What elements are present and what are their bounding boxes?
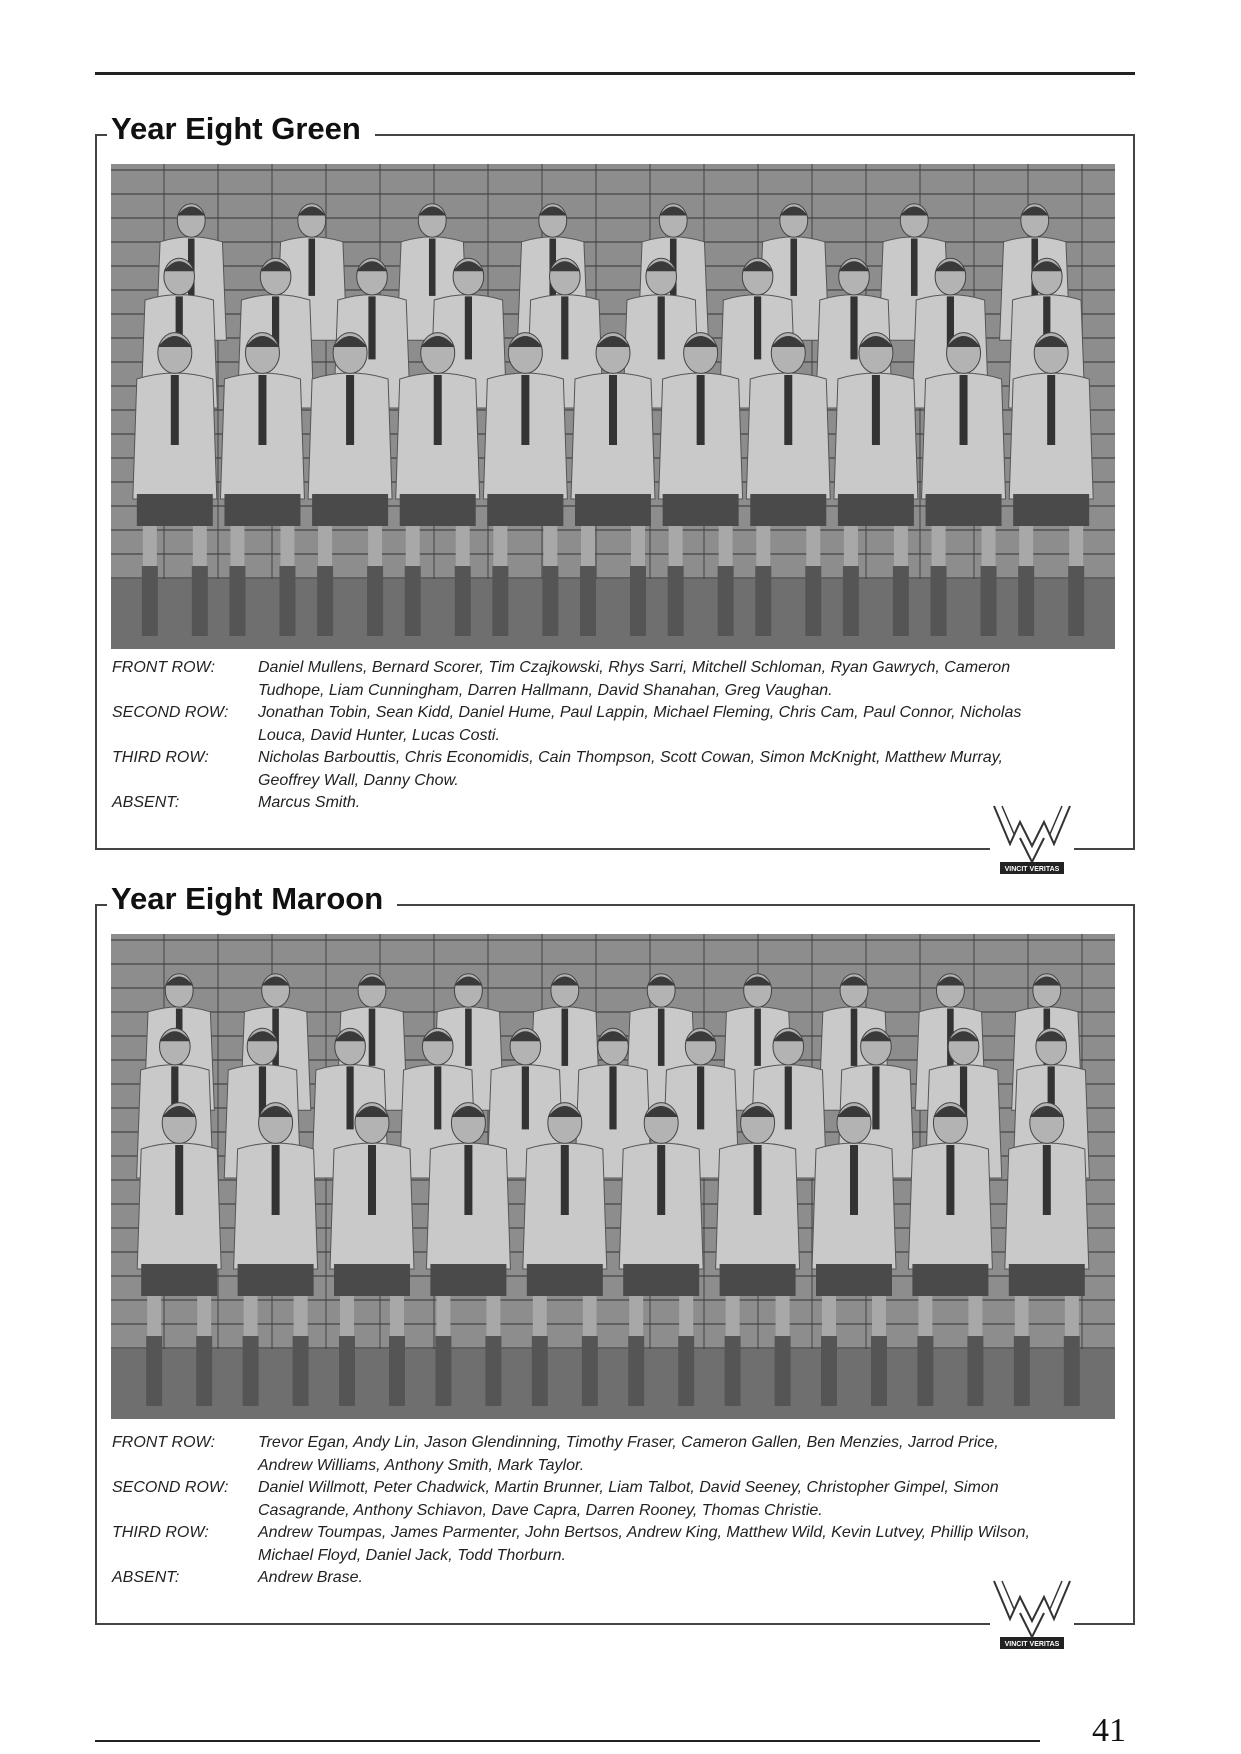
crest-motto: VINCIT VERITAS xyxy=(1004,1641,1060,1648)
caption-label: ABSENT: xyxy=(112,794,180,811)
shorts xyxy=(1009,1264,1085,1296)
sock xyxy=(931,566,947,636)
leg xyxy=(583,1296,597,1336)
tie xyxy=(872,1066,879,1129)
shorts xyxy=(334,1264,410,1296)
caption-row-third xyxy=(112,1522,1042,1567)
tie xyxy=(465,1009,472,1066)
sock xyxy=(405,566,421,636)
leg xyxy=(543,526,557,566)
students-silhouettes xyxy=(111,934,1115,1419)
shorts xyxy=(926,494,1002,526)
tie xyxy=(609,1066,616,1129)
sock xyxy=(293,1336,309,1406)
caption-label: SECOND ROW: xyxy=(112,1479,229,1496)
tie xyxy=(368,1145,376,1215)
leg xyxy=(631,526,645,566)
sock xyxy=(725,1336,741,1406)
caption-row-second xyxy=(112,702,1042,747)
tie xyxy=(429,239,436,296)
sock xyxy=(628,1336,644,1406)
caption-names: Daniel Willmott, Peter Chadwick, Martin Brunner, Liam Talbot, David Seeney, Christopher Gimpel, Simon Casagrande, Anthony Schiavon, Dave Capra, Darren Rooney, Thomas Christie. xyxy=(258,1479,999,1519)
leg xyxy=(756,526,770,566)
tie xyxy=(850,296,857,359)
leg xyxy=(533,1296,547,1336)
sock xyxy=(843,566,859,636)
leg xyxy=(436,1296,450,1336)
bottom-rule xyxy=(95,1740,1040,1742)
leg xyxy=(968,1296,982,1336)
leg xyxy=(806,526,820,566)
floor xyxy=(111,579,1115,649)
shorts xyxy=(912,1264,988,1296)
school-crest-icon xyxy=(990,1575,1074,1648)
leg xyxy=(1015,1296,1029,1336)
leg xyxy=(244,1296,258,1336)
caption-row-front xyxy=(112,657,1042,702)
leg xyxy=(894,526,908,566)
caption-names: Andrew Toumpas, James Parmenter, John Bertsos, Andrew King, Matthew Wild, Kevin Lutvey, Phillip Wilson, Michael Floyd, Daniel Jack, Todd Thorburn. xyxy=(258,1524,1030,1564)
caption-row-absent xyxy=(112,1567,1042,1590)
caption-row-absent xyxy=(112,792,1042,815)
caption-label: FRONT ROW: xyxy=(112,1434,216,1451)
leg xyxy=(1065,1296,1079,1336)
leg xyxy=(822,1296,836,1336)
section-year-eight-green xyxy=(95,110,1135,873)
tie xyxy=(346,1066,353,1129)
tie xyxy=(911,239,918,296)
caption-label: THIRD ROW: xyxy=(112,749,209,766)
tie xyxy=(785,1066,792,1129)
tie xyxy=(872,375,880,445)
caption-names: Andrew Brase. xyxy=(258,1569,363,1586)
shorts xyxy=(750,494,826,526)
sock xyxy=(367,566,383,636)
tie xyxy=(561,296,568,359)
sock xyxy=(492,566,508,636)
sock xyxy=(630,566,646,636)
sock xyxy=(821,1336,837,1406)
crest-motto: VINCIT VERITAS xyxy=(1004,866,1060,873)
caption-names: Nicholas Barbouttis, Chris Economidis, Cain Thompson, Scott Cowan, Simon McKnight, Matthew Murray, Geoffrey Wall, Danny Chow. xyxy=(258,749,1003,789)
leg xyxy=(719,526,733,566)
sock xyxy=(582,1336,598,1406)
photo-caption xyxy=(112,1432,1042,1590)
tie xyxy=(754,1145,762,1215)
leg xyxy=(147,1296,161,1336)
sock xyxy=(455,566,471,636)
sock xyxy=(1064,1336,1080,1406)
sock xyxy=(279,566,295,636)
section-title: Year Eight Maroon xyxy=(107,880,397,918)
tie xyxy=(258,375,266,445)
sock xyxy=(967,1336,983,1406)
leg xyxy=(390,1296,404,1336)
tie xyxy=(434,1066,441,1129)
caption-label: SECOND ROW: xyxy=(112,704,229,721)
sock xyxy=(775,1336,791,1406)
tie xyxy=(657,1145,665,1215)
leg xyxy=(193,526,207,566)
tie xyxy=(754,1009,761,1066)
tie xyxy=(175,1145,183,1215)
tie xyxy=(1047,375,1055,445)
sock xyxy=(917,1336,933,1406)
sock xyxy=(893,566,909,636)
students-silhouettes xyxy=(111,164,1115,649)
sock xyxy=(871,1336,887,1406)
leg xyxy=(406,526,420,566)
tie xyxy=(346,375,354,445)
tie xyxy=(272,1145,280,1215)
tie xyxy=(561,1145,569,1215)
sock xyxy=(1014,1336,1030,1406)
leg xyxy=(669,526,683,566)
caption-row-second xyxy=(112,1477,1042,1522)
floor xyxy=(111,1349,1115,1419)
sock xyxy=(678,1336,694,1406)
shorts xyxy=(487,494,563,526)
sock xyxy=(755,566,771,636)
sock xyxy=(339,1336,355,1406)
tie xyxy=(562,1009,569,1066)
tie xyxy=(171,375,179,445)
hair xyxy=(596,336,630,347)
shorts xyxy=(816,1264,892,1296)
leg xyxy=(318,526,332,566)
tie xyxy=(522,1066,529,1129)
leg xyxy=(368,526,382,566)
sock xyxy=(192,566,208,636)
sock xyxy=(317,566,333,636)
tie xyxy=(308,239,315,296)
leg xyxy=(456,526,470,566)
tie xyxy=(609,375,617,445)
caption-names: Trevor Egan, Andy Lin, Jason Glendinning, Timothy Fraser, Cameron Gallen, Ben Menzies, Jarrod Price, Andrew Williams, Anthony Smith, Mark Taylor. xyxy=(258,1434,999,1474)
leg xyxy=(872,1296,886,1336)
sock xyxy=(142,566,158,636)
leg xyxy=(581,526,595,566)
leg xyxy=(982,526,996,566)
sock xyxy=(1018,566,1034,636)
shorts xyxy=(238,1264,314,1296)
sock xyxy=(805,566,821,636)
sock xyxy=(243,1336,259,1406)
shorts xyxy=(141,1264,217,1296)
shorts xyxy=(527,1264,603,1296)
section-year-eight-maroon xyxy=(95,880,1135,1648)
caption-names: Jonathan Tobin, Sean Kidd, Daniel Hume, Paul Lappin, Michael Fleming, Chris Cam, Paul Connor, Nicholas Louca, David Hunter, Lucas Costi. xyxy=(258,704,1022,744)
sock xyxy=(435,1336,451,1406)
tie xyxy=(697,375,705,445)
caption-label: FRONT ROW: xyxy=(112,659,216,676)
class-photo xyxy=(111,164,1115,649)
sock xyxy=(580,566,596,636)
caption-names: Daniel Mullens, Bernard Scorer, Tim Czajkowski, Rhys Sarri, Mitchell Schloman, Ryan Gawrych, Cameron Tudhope, Liam Cunningham, Darren Hallmann, David Shanahan, Greg Vaughan. xyxy=(258,659,1011,699)
leg xyxy=(280,526,294,566)
tie xyxy=(464,1145,472,1215)
leg xyxy=(197,1296,211,1336)
tie xyxy=(784,375,792,445)
leg xyxy=(918,1296,932,1336)
leg xyxy=(493,526,507,566)
shorts xyxy=(663,494,739,526)
shorts xyxy=(430,1264,506,1296)
sock xyxy=(981,566,997,636)
leg xyxy=(844,526,858,566)
top-rule xyxy=(95,72,1135,75)
sock xyxy=(146,1336,162,1406)
leg xyxy=(1069,526,1083,566)
tie xyxy=(1043,1145,1051,1215)
tie xyxy=(434,375,442,445)
leg xyxy=(726,1296,740,1336)
caption-names: Marcus Smith. xyxy=(258,794,361,811)
sock xyxy=(196,1336,212,1406)
leg xyxy=(776,1296,790,1336)
leg xyxy=(143,526,157,566)
leg xyxy=(932,526,946,566)
tie xyxy=(465,296,472,359)
sock xyxy=(1068,566,1084,636)
leg xyxy=(679,1296,693,1336)
sock xyxy=(229,566,245,636)
tie xyxy=(851,1009,858,1066)
page-number: 41 xyxy=(1092,1712,1126,1749)
school-crest-icon xyxy=(990,800,1074,880)
leg xyxy=(629,1296,643,1336)
caption-label: ABSENT: xyxy=(112,1569,180,1586)
shorts xyxy=(137,494,213,526)
sock xyxy=(389,1336,405,1406)
tie xyxy=(946,1145,954,1215)
tie xyxy=(697,1066,704,1129)
sock xyxy=(668,566,684,636)
caption-row-front xyxy=(112,1432,1042,1477)
shorts xyxy=(312,494,388,526)
tie xyxy=(368,296,375,359)
shorts xyxy=(400,494,476,526)
tie xyxy=(754,296,761,359)
shorts xyxy=(720,1264,796,1296)
tie xyxy=(369,1009,376,1066)
tie xyxy=(850,1145,858,1215)
shorts xyxy=(1013,494,1089,526)
tie xyxy=(960,375,968,445)
shorts xyxy=(623,1264,699,1296)
shorts xyxy=(575,494,651,526)
tie xyxy=(521,375,529,445)
leg xyxy=(486,1296,500,1336)
leg xyxy=(340,1296,354,1336)
caption-row-third xyxy=(112,747,1042,792)
caption-label: THIRD ROW: xyxy=(112,1524,209,1541)
sock xyxy=(485,1336,501,1406)
sock xyxy=(532,1336,548,1406)
class-photo xyxy=(111,934,1115,1419)
leg xyxy=(230,526,244,566)
leg xyxy=(1019,526,1033,566)
tie xyxy=(790,239,797,296)
sock xyxy=(542,566,558,636)
shorts xyxy=(224,494,300,526)
leg xyxy=(294,1296,308,1336)
tie xyxy=(658,1009,665,1066)
section-title: Year Eight Green xyxy=(107,110,375,148)
sock xyxy=(718,566,734,636)
photo-caption xyxy=(112,657,1042,815)
shorts xyxy=(838,494,914,526)
tie xyxy=(658,296,665,359)
